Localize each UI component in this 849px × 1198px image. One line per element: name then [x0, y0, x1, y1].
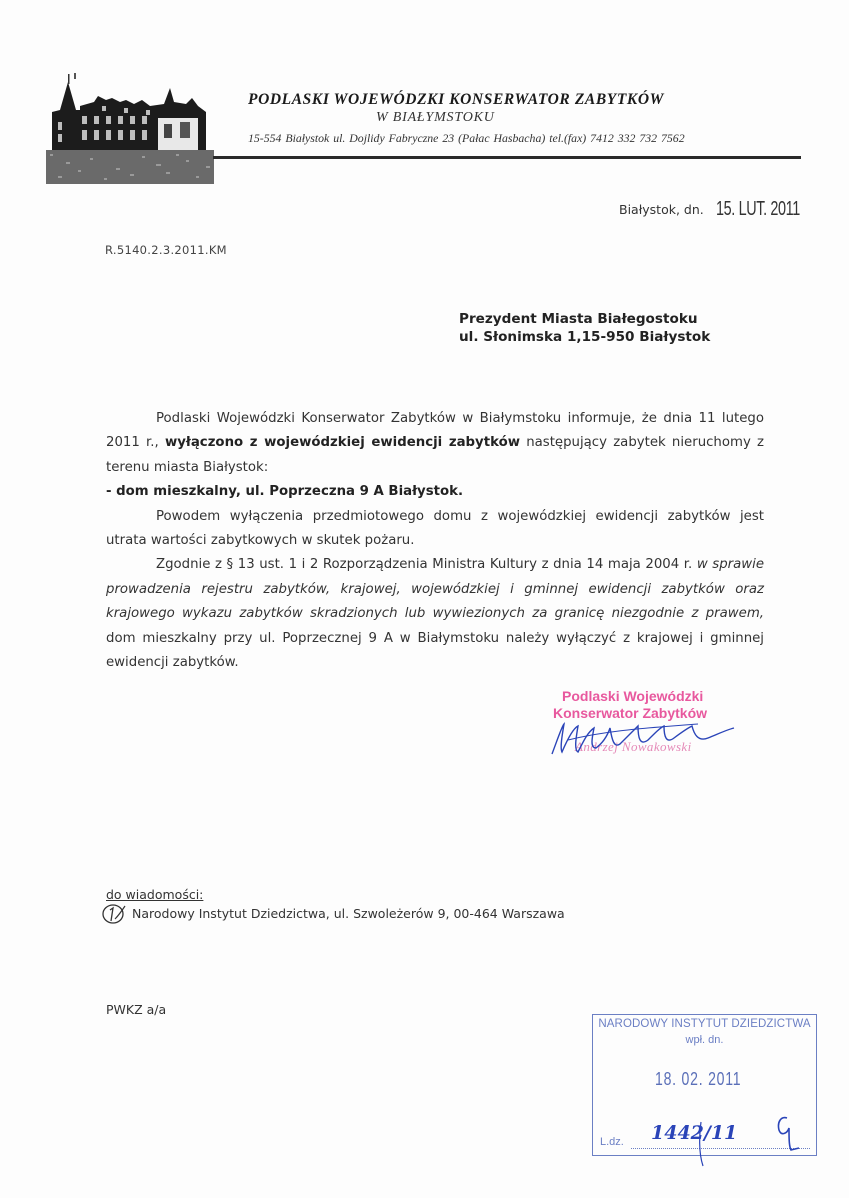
letterhead-subtitle: W BIAŁYMSTOKU	[376, 110, 495, 125]
cc-label: do wiadomości:	[106, 887, 204, 902]
cc-recipient: Narodowy Instytut Dziedzictwa, ul. Szwoleżerów 9, 00-464 Warszawa	[132, 906, 565, 921]
letterhead-address: 15-554 Białystok ul. Dojlidy Fabryczne 23 (Pałac Hasbacha) tel.(fax) 7412 332 732 7562	[248, 131, 685, 145]
paragraph-1-bold: wyłączono z wojewódzkiej ewidencji zabytków	[164, 435, 520, 451]
registry-stamp	[592, 1014, 817, 1156]
registry-stamp-title: NARODOWY INSTYTUT DZIEDZICTWA	[598, 1018, 811, 1030]
addressee-address: ul. Słonimska 1,15-950 Białystok	[459, 329, 711, 345]
paragraph-3	[106, 553, 764, 675]
paragraph-2: Powodem wyłączenia przedmiotowego domu z wojewódzkiej ewidencji zabytków jest utrata wartości zabytkowych w skutek pożaru.	[106, 508, 764, 549]
circled-number-icon	[101, 903, 127, 925]
registry-stamp-date: 18. 02. 2011	[655, 1069, 742, 1089]
regulation-title: w sprawie prowadzenia rejestru zabytków, krajowej, wojewódzkiej i gminnej ewidencji zabytków oraz krajowego wykazu zabytków skradzionych lub wywiezionych za granicę niezgodnie z prawem,	[106, 557, 764, 622]
registry-ldz-number: 1442/11	[651, 1122, 738, 1144]
addressee-block	[459, 310, 710, 346]
letterhead-divider	[213, 156, 801, 159]
letter-body	[106, 407, 764, 675]
date-place-label: Białystok, dn.	[619, 202, 704, 217]
signature-stamp-line2: Konserwator Zabytków	[553, 705, 708, 721]
registry-ldz-label: L.dz.	[600, 1136, 624, 1148]
stamped-date: 15. LUT. 2011	[716, 198, 800, 220]
reference-number: R.5140.2.3.2011.KM	[105, 243, 227, 257]
paragraph-3-text: Zgodnie z § 13 ust. 1 i 2 Rozporządzenia Ministra Kultury z dnia 14 maja 2004 r.	[156, 557, 697, 573]
signature-stamp-line1: Podlaski Wojewódzki	[562, 688, 704, 704]
letterhead-title: PODLASKI WOJEWÓDZKI KONSERWATOR ZABYTKÓW	[248, 91, 665, 108]
handwritten-signature-icon	[548, 718, 738, 758]
paragraph-3-text-end: dom mieszkalny przy ul. Poprzecznej 9 A w Białymstoku należy wyłączyć z krajowej i gminnej ewidencji zabytków.	[106, 630, 764, 671]
listed-item: - dom mieszkalny, ul. Poprzeczna 9 A Białystok.	[106, 484, 464, 500]
paragraph-1-text: Podlaski Wojewódzki Konserwator Zabytków w Białymstoku informuje, że dnia 11 lutego 2011 r.,	[106, 411, 764, 451]
addressee-name: Prezydent Miasta Białegostoku	[459, 311, 698, 327]
file-note: PWKZ a/a	[106, 1002, 167, 1017]
signatory-name: Andrzej Nowakowski	[575, 739, 692, 754]
paragraph-1-text-end: następujący zabytek nieruchomy z terenu miasta Białystok:	[106, 435, 764, 475]
registry-stamp-subtitle: wpł. dn.	[685, 1034, 724, 1046]
palace-logo-icon	[46, 72, 214, 184]
handwritten-initial-icon	[641, 1108, 811, 1168]
paragraph-1	[106, 407, 764, 480]
